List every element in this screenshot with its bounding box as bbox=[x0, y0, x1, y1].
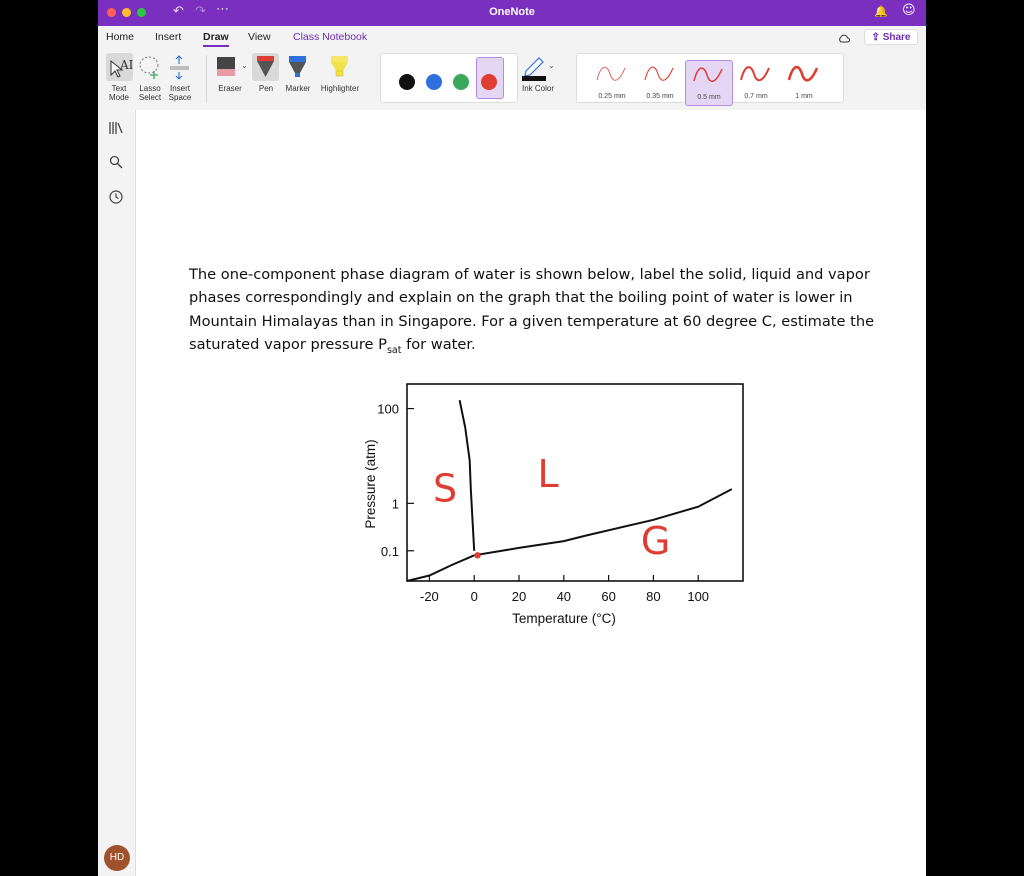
tab-class-notebook[interactable]: Class Notebook bbox=[293, 31, 368, 43]
series-line-vaporization-curve bbox=[474, 489, 732, 555]
thickness-0-7mm[interactable] bbox=[733, 60, 779, 104]
thickness-0-25mm[interactable] bbox=[589, 60, 635, 104]
lasso-select-label: Lasso Select bbox=[138, 84, 162, 102]
ink-color-red[interactable] bbox=[481, 74, 497, 90]
draw-ribbon bbox=[98, 49, 926, 111]
y-tick-label: 0.1 bbox=[380, 543, 399, 559]
x-axis-label: Temperature (°C) bbox=[512, 611, 616, 626]
phase-label-g: G bbox=[640, 519, 671, 564]
text-mode-icon bbox=[106, 53, 133, 81]
ink-color-label: Ink Color bbox=[521, 84, 554, 93]
feedback-smiley-icon[interactable]: ☺ bbox=[902, 3, 916, 18]
more-options-icon[interactable]: ⋯ bbox=[216, 2, 229, 17]
highlighter-button[interactable] bbox=[326, 53, 353, 81]
page-canvas[interactable] bbox=[136, 110, 926, 876]
eraser-dropdown-icon[interactable]: ⌄ bbox=[241, 61, 248, 70]
ink-color-black[interactable] bbox=[399, 74, 415, 90]
tab-insert[interactable]: Insert bbox=[155, 31, 182, 43]
thickness-label: 1 mm bbox=[795, 93, 813, 100]
svg-text:AI: AI bbox=[120, 58, 133, 72]
y-axis-label: Pressure (atm) bbox=[363, 439, 378, 529]
x-tick-label: 20 bbox=[511, 589, 527, 604]
x-tick-label: 0 bbox=[470, 589, 478, 604]
recent-clock-icon[interactable] bbox=[108, 189, 124, 210]
notification-bell-icon[interactable]: 🔔 bbox=[874, 5, 888, 18]
thickness-panel bbox=[576, 53, 844, 103]
ribbon-divider bbox=[206, 55, 207, 103]
stroke-preview-icon bbox=[781, 60, 827, 90]
ink-color-dropdown-icon[interactable]: ⌄ bbox=[548, 61, 555, 70]
tab-draw[interactable]: Draw bbox=[203, 31, 229, 43]
ink-color-blue[interactable] bbox=[426, 74, 442, 90]
insert-space-button[interactable] bbox=[166, 53, 193, 81]
ink-color-palette bbox=[380, 53, 518, 103]
question-subscript: sat bbox=[386, 345, 402, 357]
thickness-label: 0.35 mm bbox=[646, 93, 674, 100]
thickness-label: 0.25 mm bbox=[598, 93, 626, 100]
text-mode-label: Text Mode bbox=[108, 84, 129, 102]
x-tick-label: 60 bbox=[601, 589, 616, 604]
plot-frame bbox=[407, 384, 743, 581]
question-body: The one-component phase diagram of water is shown below, label the solid, liquid and vapor phases correspondingly and explain on the graph that the boiling point of water is lower in Mountain Himalayas than in Singapore. For a given temperature at 60 degree C, estimate the saturated vapor pressure P bbox=[189, 266, 875, 354]
triple-point-marker bbox=[474, 552, 480, 558]
share-button[interactable] bbox=[864, 29, 918, 45]
x-tick-label: 80 bbox=[646, 589, 661, 604]
notebooks-icon[interactable] bbox=[108, 120, 124, 141]
redo-icon[interactable]: ↷ bbox=[195, 4, 206, 19]
stroke-preview-icon bbox=[686, 61, 732, 91]
thickness-0-35mm[interactable] bbox=[637, 60, 683, 104]
question-tail: for water. bbox=[401, 336, 476, 354]
pen-button[interactable] bbox=[252, 53, 279, 81]
eraser-icon bbox=[215, 55, 239, 81]
highlighter-icon bbox=[326, 53, 353, 81]
sync-status-icon[interactable] bbox=[838, 32, 850, 44]
insert-space-icon bbox=[166, 53, 193, 81]
undo-icon[interactable]: ↶ bbox=[173, 4, 184, 19]
y-tick-label: 1 bbox=[391, 496, 399, 512]
highlighter-label: Highlighter bbox=[320, 84, 360, 93]
navigation-sidebar bbox=[98, 110, 136, 876]
ink-color-icon bbox=[520, 53, 550, 85]
y-tick-label: 100 bbox=[377, 401, 399, 417]
insert-space-label: Insert Space bbox=[168, 84, 192, 102]
phase-label-l: L bbox=[537, 452, 559, 497]
ribbon-tabs bbox=[98, 26, 926, 49]
phase-label-s: S bbox=[433, 466, 458, 511]
app-title: OneNote bbox=[489, 6, 535, 18]
x-tick-label: -20 bbox=[420, 589, 439, 604]
x-tick-label: 100 bbox=[687, 589, 710, 604]
stroke-preview-icon bbox=[589, 60, 635, 90]
share-icon: ⇪ bbox=[871, 31, 883, 43]
tab-view[interactable]: View bbox=[248, 31, 271, 43]
text-mode-button[interactable] bbox=[106, 53, 133, 81]
stroke-preview-icon bbox=[637, 60, 683, 90]
pen-label: Pen bbox=[258, 84, 274, 93]
marker-icon bbox=[284, 53, 311, 81]
lasso-icon bbox=[136, 53, 163, 81]
thickness-label: 0.7 mm bbox=[744, 93, 768, 100]
x-tick-label: 40 bbox=[556, 589, 572, 604]
marker-button[interactable] bbox=[284, 53, 311, 81]
phase-diagram-chart bbox=[362, 375, 782, 645]
user-avatar[interactable]: HD bbox=[104, 845, 130, 871]
title-bar bbox=[98, 0, 926, 26]
eraser-label: Eraser bbox=[218, 84, 242, 93]
pen-icon bbox=[252, 53, 279, 81]
series-line-melting-curve bbox=[460, 400, 475, 551]
search-icon[interactable] bbox=[108, 154, 124, 175]
thickness-label: 0.5 mm bbox=[697, 94, 721, 101]
series-line-sublimation-curve bbox=[407, 555, 474, 581]
thickness-1mm[interactable] bbox=[781, 60, 827, 104]
ink-color-button[interactable] bbox=[520, 53, 550, 85]
onenote-window bbox=[98, 0, 926, 876]
marker-label: Marker bbox=[285, 84, 311, 93]
eraser-button[interactable] bbox=[215, 55, 239, 81]
tab-home[interactable]: Home bbox=[106, 31, 135, 43]
ink-color-green[interactable] bbox=[453, 74, 469, 90]
lasso-select-button[interactable] bbox=[136, 53, 163, 81]
question-text bbox=[189, 263, 914, 363]
thickness-0-5mm[interactable] bbox=[685, 60, 733, 106]
stroke-preview-icon bbox=[733, 60, 779, 90]
share-label: Share bbox=[882, 31, 911, 43]
